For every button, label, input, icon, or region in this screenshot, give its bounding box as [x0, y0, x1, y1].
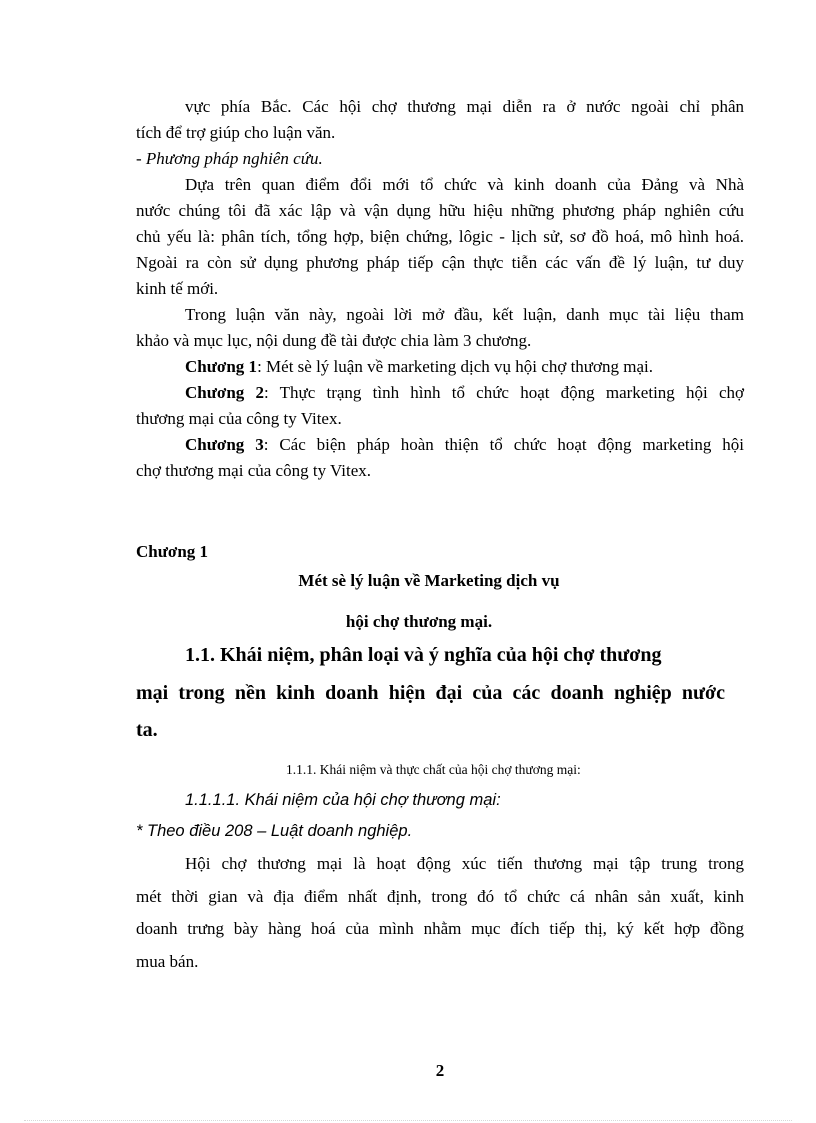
- chapter-list-text: : Các biện pháp hoàn thiện tổ chức hoạt động marketing hội: [263, 435, 744, 454]
- paragraph-line: Hội chợ thương mại là hoạt động xúc tiến thương mại tập trung trong: [185, 854, 744, 873]
- subsection-heading: 1.1.1. Khái niệm và thực chất của hội chợ thương mại:: [286, 762, 581, 777]
- law-reference: * Theo điều 208 – Luật doanh nghiệp.: [136, 822, 413, 840]
- chapter-label: Chương 1: [136, 542, 209, 561]
- chapter-list-item: [185, 356, 653, 378]
- chapter-list-item: [185, 382, 744, 404]
- page-bottom-divider: [24, 1120, 792, 1121]
- paragraph-line: tích để trợ giúp cho luận văn.: [136, 123, 336, 142]
- chapter-list-text: : Thực trạng tình hình tổ chức hoạt động marketing hội chợ: [264, 383, 744, 402]
- section-heading-line: mại trong nền kinh doanh hiện đại của các doanh nghiệp nước: [136, 682, 725, 704]
- chapter-title-line1: Mét sè lý luận về Marketing dịch vụ: [298, 571, 560, 590]
- paragraph-line: vực phía Bắc. Các hội chợ thương mại diễn ra ở nước ngoài chỉ phân: [185, 97, 744, 116]
- method-label: - Phương pháp nghiên cứu.: [136, 149, 323, 168]
- paragraph-line: mua bán.: [136, 952, 199, 971]
- paragraph-line: kinh tế mới.: [136, 279, 219, 298]
- paragraph-line: chủ yếu là: phân tích, tổng hợp, biện chứng, lôgic - lịch sử, sơ đồ hoá, mô hình hoá.: [136, 227, 744, 246]
- chapter-list-text-cont: chợ thương mại của công ty Vitex.: [136, 461, 372, 480]
- chapter-list-text-cont: thương mại của công ty Vitex.: [136, 409, 342, 428]
- chapter-list-item: [185, 434, 744, 456]
- paragraph-line: Ngoài ra còn sử dụng phương pháp tiếp cận thực tiễn các vấn đề lý luận, tư duy: [136, 253, 744, 272]
- paragraph-line: Dựa trên quan điểm đổi mới tổ chức và kinh doanh của Đảng và Nhà: [185, 175, 744, 194]
- paragraph-line: doanh trưng bày hàng hoá của mình nhằm mục đích tiếp thị, ký kết hợp đồng: [136, 919, 744, 938]
- section-heading-line: ta.: [136, 719, 158, 741]
- section-heading-line: 1.1. Khái niệm, phân loại và ý nghĩa của hội chợ thương: [185, 644, 662, 666]
- chapter-list-label: Chương 3: [185, 435, 264, 454]
- chapter-list-label: Chương 2: [185, 383, 265, 402]
- page-number: 2: [435, 1061, 445, 1080]
- subsubsection-heading: 1.1.1.1. Khái niệm của hội chợ thương mại:: [185, 791, 501, 809]
- paragraph-line: mét thời gian và địa điểm nhất định, trong đó tổ chức cá nhân sản xuất, kinh: [136, 887, 744, 906]
- chapter-title-line2: hội chợ thương mại.: [345, 612, 493, 631]
- chapter-list-text: : Mét sè lý luận về marketing dịch vụ hội chợ thương mại.: [257, 357, 653, 376]
- paragraph-line: Trong luận văn này, ngoài lời mở đầu, kết luận, danh mục tài liệu tham: [185, 305, 744, 324]
- paragraph-line: khảo và mục lục, nội dung đề tài được chia làm 3 chương.: [136, 331, 532, 350]
- paragraph-line: nước chúng tôi đã xác lập và vận dụng hữu hiệu những phương pháp nghiên cứu: [136, 201, 744, 220]
- chapter-list-label: Chương 1: [185, 357, 258, 376]
